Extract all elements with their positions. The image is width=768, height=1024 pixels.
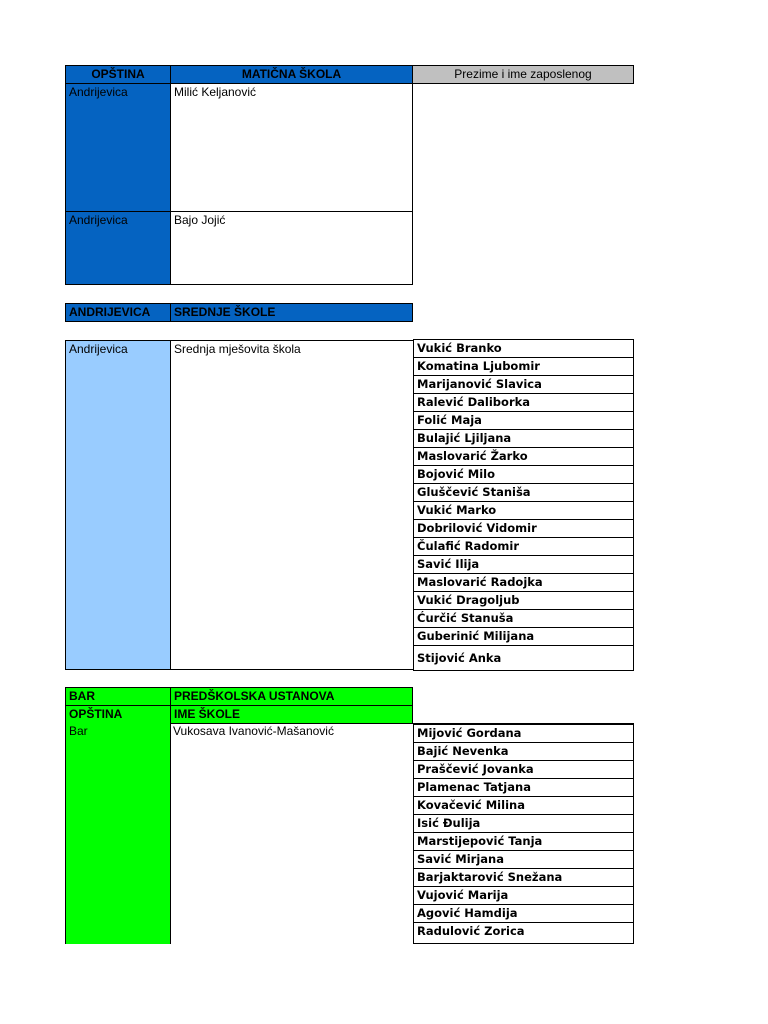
employee-name: Gluščević Staniša (413, 484, 634, 502)
employee-name: Savić Ilija (413, 556, 634, 574)
employee-name: Barjaktarović Snežana (413, 869, 634, 887)
section1-row1-opstina: Andrijevica (65, 83, 171, 212)
employee-name: Ćurčić Stanuša (413, 610, 634, 628)
section2-heading-opstina: ANDRIJEVICA (65, 303, 171, 322)
section3-heading-opstina: BAR (65, 687, 171, 706)
employee-name: Ralević Daliborka (413, 394, 634, 412)
section2-opstina: Andrijevica (65, 340, 171, 670)
employee-name: Vukić Marko (413, 502, 634, 520)
section1-row2-school: Bajo Jojić (170, 211, 413, 285)
employee-name: Dobrilović Vidomir (413, 520, 634, 538)
section1-row2-opstina: Andrijevica (65, 211, 171, 285)
employee-name: Čulafić Radomir (413, 538, 634, 556)
header-employee-name: Prezime i ime zaposlenog (412, 65, 634, 84)
employee-name: Marijanović Slavica (413, 376, 634, 394)
section2-employee-list (413, 339, 634, 671)
section3-subheader-school: IME ŠKOLE (170, 705, 413, 724)
employee-name: Isić Đulija (413, 815, 634, 833)
employee-name: Marstijepović Tanja (413, 833, 634, 851)
header-maticna-skola: MATIČNA ŠKOLA (170, 65, 413, 84)
employee-name: Savić Mirjana (413, 851, 634, 869)
employee-name: Radulović Zorica (413, 923, 634, 944)
header-opstina: OPŠTINA (65, 65, 171, 84)
employee-name: Stijović Anka (413, 646, 634, 671)
section2-school: Srednja mješovita škola (170, 340, 414, 670)
employee-name: Agović Hamdija (413, 905, 634, 923)
employee-name: Komatina Ljubomir (413, 358, 634, 376)
employee-name: Mijović Gordana (413, 725, 634, 743)
employee-name: Bulajić Ljiljana (413, 430, 634, 448)
employee-name: Vukić Branko (413, 340, 634, 358)
section3-heading-type: PREDŠKOLSKA USTANOVA (170, 687, 413, 706)
employee-name: Praščević Jovanka (413, 761, 634, 779)
section3-subheader-opstina: OPŠTINA (65, 705, 171, 724)
section2-heading-type: SREDNJE ŠKOLE (170, 303, 413, 322)
employee-name: Bajić Nevenka (413, 743, 634, 761)
employee-name: Maslovarić Radojka (413, 574, 634, 592)
section3-employee-list (413, 723, 634, 946)
section3-opstina: Bar (65, 723, 171, 944)
section3-school: Vukosava Ivanović-Mašanović (170, 723, 414, 944)
employee-name: Maslovarić Žarko (413, 448, 634, 466)
employee-name: Folić Maja (413, 412, 634, 430)
employee-name: Guberinić Milijana (413, 628, 634, 646)
employee-name: Vukić Dragoljub (413, 592, 634, 610)
employee-name: Vujović Marija (413, 887, 634, 905)
employee-name: Kovačević Milina (413, 797, 634, 815)
section1-row1-school: Milić Keljanović (170, 83, 413, 212)
employee-name: Bojović Milo (413, 466, 634, 484)
employee-name: Plamenac Tatjana (413, 779, 634, 797)
